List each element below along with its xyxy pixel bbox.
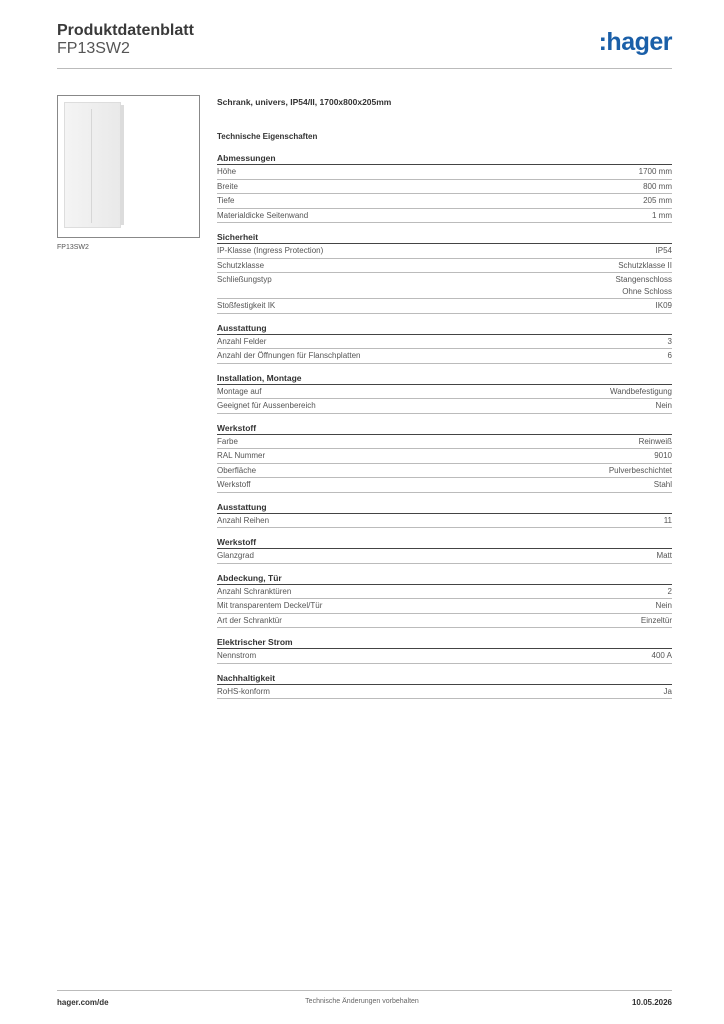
spec-row [217, 259, 672, 274]
spec-label: Art der Schranktür [217, 615, 282, 625]
spec-value: 400 A [651, 651, 672, 660]
spec-section [217, 322, 672, 364]
spec-value: Ja [663, 686, 672, 696]
spec-row [217, 209, 672, 224]
hager-logo: :hager [598, 28, 672, 56]
spec-section [217, 501, 672, 529]
spec-label: Anzahl Reihen [217, 515, 270, 525]
spec-label: Anzahl Schranktüren [217, 586, 292, 596]
spec-value: 205 mm [643, 196, 672, 205]
product-description: Schrank, univers, IP54/II, 1700x800x205mm [217, 97, 392, 107]
spec-section [217, 422, 672, 493]
spec-row [217, 478, 672, 493]
spec-label: Montage auf [217, 386, 262, 396]
spec-label: IP-Klasse (Ingress Protection) [217, 246, 324, 255]
footer-date: 10.05.2026 [631, 998, 672, 1007]
spec-row [217, 273, 672, 299]
spec-value: Stahl [653, 480, 672, 489]
spec-label: RAL Nummer [217, 451, 266, 460]
spec-label: Stoßfestigkeit IK [217, 301, 276, 310]
spec-value: Einzeltür [640, 615, 672, 625]
door-seam [91, 109, 92, 223]
page-title: Produktdatenblatt [57, 22, 194, 39]
spec-row [217, 385, 672, 400]
spec-value: Stangenschloss Ohne Schloss [615, 275, 672, 296]
spec-row [217, 464, 672, 479]
section-title: Ausstattung [217, 322, 672, 335]
section-title: Abdeckung, Tür [217, 572, 672, 585]
spec-value: 3 [667, 336, 672, 346]
spec-label: Breite [217, 181, 238, 191]
spec-label: Werkstoff [217, 480, 251, 489]
spec-row [217, 349, 672, 364]
tech-properties-title: Technische Eigenschaften [217, 132, 318, 141]
cabinet-side [120, 105, 124, 225]
spec-value: 9010 [654, 451, 672, 460]
spec-row [217, 549, 672, 564]
spec-value: Reinweiß [638, 436, 672, 446]
spec-label: Nennstrom [217, 651, 257, 660]
spec-row [217, 244, 672, 259]
footer-divider [57, 990, 672, 991]
spec-label: Schutzklasse [217, 260, 265, 270]
section-title: Ausstattung [217, 501, 672, 514]
spec-row [217, 614, 672, 629]
spec-row [217, 435, 672, 450]
spec-label: Geeignet für Aussenbereich [217, 401, 316, 410]
spec-sections [217, 152, 672, 699]
spec-row [217, 194, 672, 209]
spec-label: Anzahl der Öffnungen für Flanschplatten [217, 351, 361, 360]
spec-value: Nein [655, 401, 672, 410]
spec-label: Tiefe [217, 196, 235, 205]
spec-section [217, 372, 672, 414]
cabinet-illustration [64, 102, 121, 228]
spec-value: Wandbefestigung [610, 386, 672, 396]
header-divider [57, 68, 672, 69]
spec-value: IP54 [655, 246, 672, 255]
spec-label: Anzahl Felder [217, 336, 267, 346]
spec-section [217, 536, 672, 564]
section-title: Sicherheit [217, 231, 672, 244]
spec-row [217, 585, 672, 600]
spec-row [217, 165, 672, 180]
spec-row [217, 649, 672, 664]
spec-row [217, 449, 672, 464]
spec-row [217, 685, 672, 700]
section-title: Nachhaltigkeit [217, 672, 672, 685]
spec-value: 11 [663, 515, 672, 525]
section-title: Abmessungen [217, 152, 672, 165]
spec-label: Materialdicke Seitenwand [217, 210, 309, 220]
spec-label: RoHS-konform [217, 686, 270, 696]
spec-section [217, 672, 672, 700]
spec-label: Glanzgrad [217, 551, 254, 560]
section-title: Elektrischer Strom [217, 636, 672, 649]
spec-label: Mit transparentem Deckel/Tür [217, 601, 323, 610]
spec-value: 1700 mm [638, 167, 672, 176]
spec-value: Matt [656, 551, 672, 560]
spec-content [217, 95, 672, 699]
spec-section [217, 152, 672, 223]
spec-value: Pulverbeschichtet [608, 465, 672, 475]
image-caption: FP13SW2 [57, 244, 89, 251]
spec-row [217, 399, 672, 414]
product-image [57, 95, 200, 238]
spec-value: 1 mm [652, 210, 672, 220]
spec-value: Schutzklasse II [618, 260, 672, 270]
footer-website[interactable]: hager.com/de [57, 998, 109, 1007]
spec-row [217, 599, 672, 614]
spec-label: Farbe [217, 436, 238, 446]
spec-section [217, 231, 672, 314]
section-title: Werkstoff [217, 536, 672, 549]
spec-label: Höhe [217, 167, 237, 176]
spec-row [217, 514, 672, 529]
spec-row [217, 180, 672, 195]
section-title: Installation, Montage [217, 372, 672, 385]
spec-label: Oberfläche [217, 465, 257, 475]
spec-section [217, 636, 672, 664]
spec-value: 2 [667, 586, 672, 596]
spec-row [217, 335, 672, 350]
spec-label: Schließungstyp [217, 275, 272, 284]
spec-row [217, 299, 672, 314]
spec-value: IK09 [655, 301, 672, 310]
spec-value: Nein [655, 601, 672, 610]
section-title: Werkstoff [217, 422, 672, 435]
spec-section [217, 572, 672, 629]
product-code: FP13SW2 [57, 40, 130, 57]
footer-note: Technische Änderungen vorbehalten [305, 998, 419, 1005]
spec-value: 6 [667, 351, 672, 360]
spec-value: 800 mm [643, 181, 672, 191]
